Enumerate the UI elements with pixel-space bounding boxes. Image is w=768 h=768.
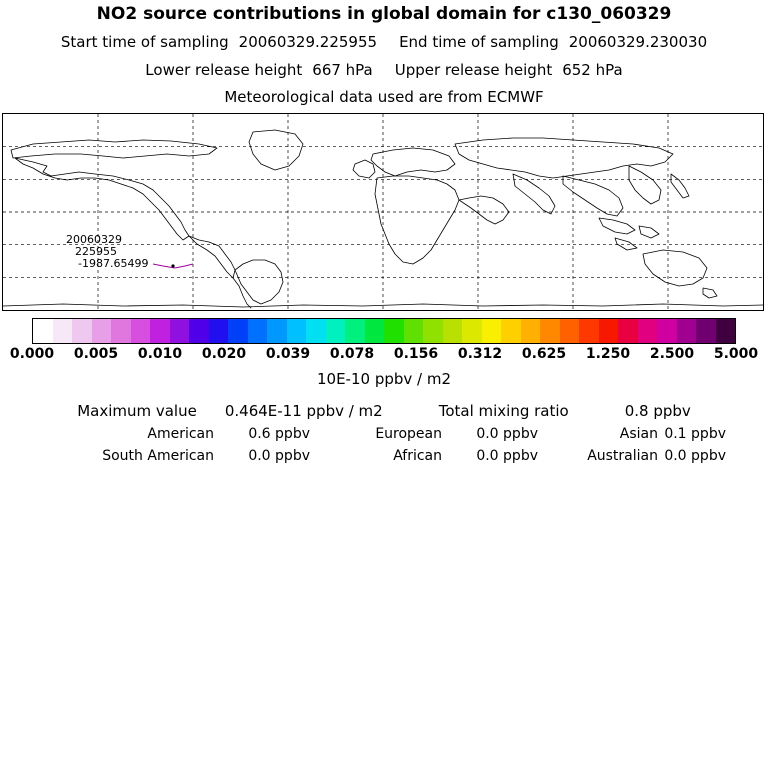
upper-release-value: 652 hPa: [562, 61, 623, 79]
max-value-label: Maximum value: [77, 402, 197, 420]
colorbar-tick-label: 0.625: [521, 346, 567, 362]
colorbar-segment: [540, 319, 560, 343]
region-name: African: [393, 448, 442, 464]
colorbar-tick-label: 0.020: [201, 346, 247, 362]
world-map-svg: [3, 114, 763, 310]
colorbar-segment: [228, 319, 248, 343]
colorbar-ticks: [0, 346, 768, 362]
release-label-value: -1987.65499: [78, 257, 149, 270]
colorbar-segment: [267, 319, 287, 343]
max-value-value: 0.464E-11 ppbv / m2: [224, 402, 383, 420]
colorbar-segment: [287, 319, 307, 343]
release-label-date: 20060329: [66, 233, 122, 246]
colorbar-segment: [92, 319, 112, 343]
end-time-value: 20060329.230030: [568, 33, 708, 51]
colorbar-segment: [150, 319, 170, 343]
colorbar-segment: [638, 319, 658, 343]
release-point-marker: [171, 264, 174, 267]
lower-release-label: Lower release height: [145, 61, 303, 79]
upper-release-label: Upper release height: [394, 61, 553, 79]
release-height-line: [0, 61, 768, 79]
colorbar-segment: [189, 319, 209, 343]
lower-release-value: 667 hPa: [312, 61, 373, 79]
colorbar-unit-label: 10E-10 ppbv / m2: [316, 370, 452, 388]
colorbar-segment: [306, 319, 326, 343]
start-time-label: Start time of sampling: [60, 33, 229, 51]
region-value: 0.0 ppbv: [476, 426, 538, 442]
colorbar-segment: [599, 319, 619, 343]
colorbar-tick-label: 0.039: [265, 346, 311, 362]
colorbar-tick-label: 0.078: [329, 346, 375, 362]
colorbar-segment: [384, 319, 404, 343]
region-value: 0.0 ppbv: [248, 448, 310, 464]
summary-row: [0, 402, 768, 420]
statistics-block: [0, 402, 768, 464]
colorbar-segment: [579, 319, 599, 343]
sampling-time-line: [0, 33, 768, 51]
colorbar-segment: [462, 319, 482, 343]
colorbar-tick-label: 0.010: [137, 346, 183, 362]
colorbar-segment: [716, 319, 736, 343]
map-gridlines: [3, 114, 763, 310]
colorbar-tick-label: 0.005: [73, 346, 119, 362]
colorbar-segment: [365, 319, 385, 343]
colorbar-segment: [33, 319, 53, 343]
colorbar-segment: [696, 319, 716, 343]
colorbar-tick-label: 0.000: [9, 346, 55, 362]
colorbar-segment: [443, 319, 463, 343]
colorbar-tick-label: 1.250: [585, 346, 631, 362]
world-map-panel: [2, 113, 764, 311]
colorbar-segment: [170, 319, 190, 343]
colorbar-segment: [657, 319, 677, 343]
colorbar-segment: [131, 319, 151, 343]
colorbar-tick-label: 2.500: [649, 346, 695, 362]
end-time-label: End time of sampling: [399, 33, 559, 51]
region-value: 0.1 ppbv: [664, 426, 726, 442]
colorbar-segment: [482, 319, 502, 343]
total-ratio-value: 0.8 ppbv: [624, 402, 691, 420]
meteorology-line: Meteorological data used are from ECMWF: [224, 88, 544, 106]
region-name: American: [147, 426, 214, 442]
region-name: South American: [102, 448, 214, 464]
colorbar-segment: [501, 319, 521, 343]
colorbar-segment: [326, 319, 346, 343]
release-label-time: 225955: [75, 245, 117, 258]
colorbar-tick-label: 0.156: [393, 346, 439, 362]
region-name: Asian: [619, 426, 658, 442]
region-name: European: [375, 426, 442, 442]
colorbar-segment: [677, 319, 697, 343]
region-value: 0.6 ppbv: [248, 426, 310, 442]
colorbar-segment: [404, 319, 424, 343]
region-contributions-grid: [54, 426, 726, 464]
colorbar-segment: [72, 319, 92, 343]
colorbar-segment: [209, 319, 229, 343]
colorbar-segment: [560, 319, 580, 343]
region-value: 0.0 ppbv: [664, 448, 726, 464]
colorbar-segment: [618, 319, 638, 343]
page-title: NO2 source contributions in global domain for c130_060329: [96, 4, 672, 24]
colorbar-segment: [345, 319, 365, 343]
colorbar-segment: [111, 319, 131, 343]
colorbar: [32, 318, 736, 344]
colorbar-gradient: [32, 318, 736, 344]
region-value: 0.0 ppbv: [476, 448, 538, 464]
colorbar-tick-label: 0.312: [457, 346, 503, 362]
colorbar-segment: [521, 319, 541, 343]
colorbar-tick-label: 5.000: [713, 346, 759, 362]
region-name: Australian: [587, 448, 658, 464]
start-time-value: 20060329.225955: [238, 33, 378, 51]
colorbar-segment: [53, 319, 73, 343]
colorbar-segment: [248, 319, 268, 343]
colorbar-segment: [423, 319, 443, 343]
total-ratio-label: Total mixing ratio: [438, 402, 569, 420]
